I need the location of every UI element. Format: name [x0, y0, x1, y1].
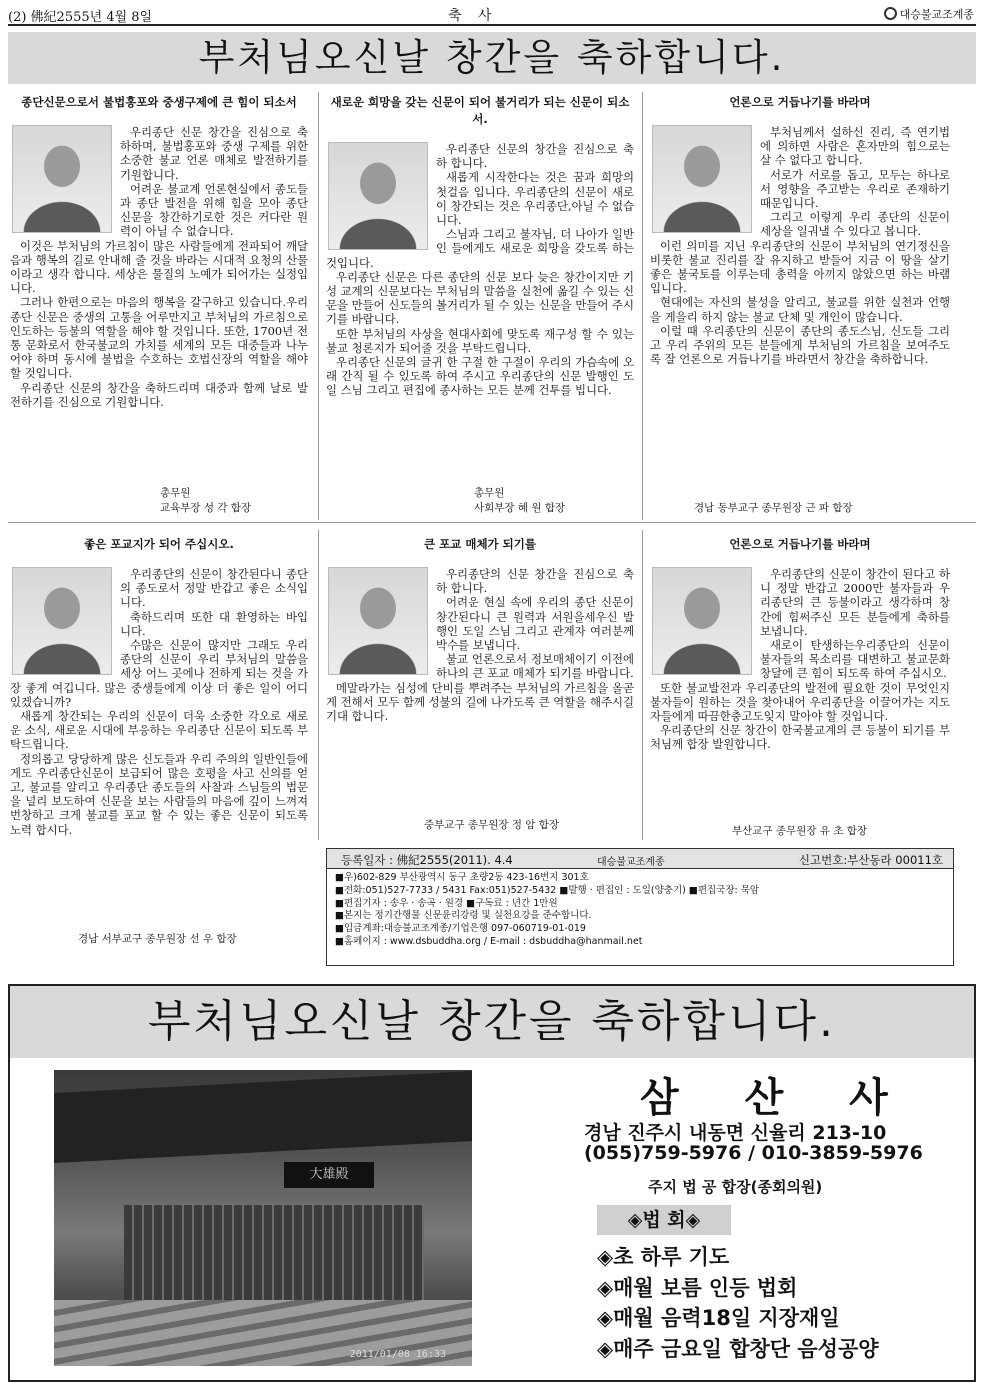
article-paragraph: 새로이 탄생하는우리종단의 신문이 불자들의 목소리를 대변하고 불교문화 창달에 큰 힘이 되도록 하여 주십시오. — [760, 638, 950, 681]
temple-name: 삼 산 사 — [640, 1075, 914, 1121]
registration-date: 등록일자 : 佛紀2555(2011). 4.4 — [341, 853, 513, 867]
article-title: 언론으로 거듭나기를 바라며 — [729, 537, 871, 551]
article-signature — [78, 932, 237, 947]
publisher-name: 대승불교조계종 — [899, 8, 974, 21]
article-title: 새로운 희망을 갖는 신문이 되어 불거리가 되는 신문이 되소서. — [330, 95, 630, 126]
column-divider — [318, 92, 319, 520]
article-title: 종단신문으로서 불법홍포와 중생구제에 큰 힘이 되소서 — [21, 95, 297, 109]
article-paragraph: 우리종단의 신문 창간이 한국불교계의 큰 등불이 되기를 부처님께 합장 발원합니다. — [650, 723, 950, 752]
registration-number: 신고번호:부산동라 00011호 — [798, 853, 943, 867]
signature-org: 총무원 — [474, 487, 505, 499]
article-6 — [650, 536, 950, 820]
temple-head-monk: 주지 법 공 합장(종회의원) — [648, 1178, 823, 1196]
signature-name: 경남 동부교구 종무원장 근 파 합장 — [694, 502, 853, 514]
registration-line: ■편집기자 : 송우 · 송곡 · 원경 ■구독료 : 년간 1만원 — [335, 897, 558, 909]
article-title: 언론으로 거듭나기를 바라며 — [729, 95, 871, 109]
issue-date: (2) 佛紀2555년 4월 8일 — [8, 10, 153, 25]
article-paragraph: 수많은 신문이 많지만 그래도 우리 종단의 신문이 우리 부처님의 말씀을 세상 어느 곳에나 전하게 되는 것을 가장 좋게 여깁니다. 많은 중생들에게 이상 더 좋은 일이 어디 있겠습니까? — [10, 638, 308, 709]
article-paragraph: 우리종단 신문의 창간을 진심으로 축하 합니다. — [436, 142, 634, 171]
top-banner: 부처님오신날 창간을 축하합니다. — [8, 32, 976, 84]
dharma-wheel-icon — [884, 7, 897, 20]
article-paragraph: 새롭게 창간되는 우리의 신문이 더욱 소중한 각오로 새로운 소식, 새로운 시대에 부응하는 우리종단 신문이 되도록 부탁드립니다. — [10, 709, 308, 752]
article-5 — [326, 536, 634, 812]
registration-line: ■홈페이지 : www.dsbuddha.org / E-mail : dsbuddha@hanmail.net — [335, 935, 643, 947]
article-3 — [650, 94, 950, 494]
article-1 — [10, 94, 308, 486]
section-title: 축 사 — [448, 8, 498, 24]
monk-portrait-photo — [12, 567, 112, 675]
publisher-logo — [884, 6, 974, 22]
monk-portrait-photo — [328, 142, 428, 250]
registration-header — [327, 849, 953, 869]
registration-line: ■입금계좌:대승불교조계종/기업은행 097-060719-01-019 — [335, 923, 586, 935]
dharma-service-item: ◈매주 금요일 합창단 음성공양 — [597, 1336, 879, 1361]
column-divider — [642, 92, 643, 520]
article-paragraph: 우리종단의 신문이 창간이 된다고 하니 정말 반갑고 2000만 불자들과 우리종단의 큰 등불이라고 생각하며 창간에 힘써주신 모든 분들에게 축하를 보냅니다. — [760, 567, 950, 638]
article-paragraph: 우리종단 신문의 글귀 한 구절 한 구절이 우리의 가슴속에 오래 간직 될 수 있도록 하여 주시고 우리종단의 신문 발행인 도일 스님 그리고 편집에 종사하는 모든 분께 건투를 빕니다. — [326, 355, 634, 398]
registration-line: ■전화:051)527-7733 / 5431 Fax:051)527-5432 ■발행 · 편집인 : 도일(양충기) ■편집국장: 묵암 — [335, 884, 760, 896]
article-paragraph: 스님과 그리고 불자님, 더 나아가 일반인 들에게도 새로운 희망을 갖도록 하는 것입니다. — [326, 227, 634, 270]
article-paragraph: 우리종단 신문 창간을 진심으로 축하하며, 불법홍포와 중생 구제를 위한 소중한 불교 언론 매체로 발전하기를 기원합니다. — [120, 125, 308, 182]
article-signature — [424, 818, 559, 833]
article-paragraph: 어려운 현실 속에 우리의 종단 신문이 창간된다니 큰 원력과 서원을세우신 발행인 도일 스님 그리고 관계자 여러분께 박수를 보냅니다. — [436, 595, 634, 653]
temple-doors — [124, 1205, 424, 1300]
photo-timestamp: 2011/01/08 16:33 — [349, 1349, 446, 1360]
article-paragraph: 서로가 서로를 돕고, 모두는 하나로서 영향을 주고받는 우리로 존재하기 때문입니다. — [760, 167, 950, 211]
monk-portrait-photo — [652, 125, 752, 233]
article-paragraph: 축하드리며 또한 대 환영하는 바입니다. — [120, 609, 308, 638]
article-paragraph: 메말라가는 심성에 단비를 뿌려주는 부처님의 가르침을 올곧게 전해서 모두 함께 성불의 길에 나가도록 큰 역할을 해주시길 기대 합니다. — [326, 680, 634, 724]
dharma-service-item: ◈매월 음력18일 지장재일 — [597, 1306, 840, 1330]
article-paragraph: 새롭게 시작한다는 것은 꿈과 희망의 첫걸음 입니다. 우리종단의 신문이 새로이 창간되는 것은 우리종단,아닐 수 없습니다. — [436, 170, 634, 228]
row-divider — [8, 522, 976, 523]
column-divider — [642, 530, 643, 840]
article-paragraph: 우리종단 신문의 창간을 축하드리며 대중과 함께 날로 발전하기를 진심으로 기원합니다. — [10, 380, 308, 409]
article-paragraph: 어려운 불교계 언론현실에서 종도들과 종단 발전을 위해 힘을 모아 종단 신문을 창간하기로한 것은 커다란 원력이 아닐 수 없습니다. — [120, 181, 308, 239]
monk-portrait-photo — [328, 567, 428, 675]
column-divider — [318, 530, 319, 840]
article-paragraph: 불교 언론으로서 정보매체이기 이전에 하나의 큰 포교 매체가 되기를 바랍니다. — [436, 652, 634, 681]
article-signature — [694, 501, 853, 516]
temple-sign: 大雄殿 — [284, 1162, 374, 1188]
registration-logo: 대승불교조계종 — [597, 857, 665, 868]
dharma-service-item: ◈초 하루 기도 — [597, 1245, 730, 1269]
monk-portrait-photo — [652, 567, 752, 675]
signature-name: 부산교구 종무원장 유 초 합장 — [732, 825, 868, 837]
article-2 — [326, 94, 634, 486]
article-paragraph: 그러나 한편으로는 마음의 행복을 갈구하고 있습니다.우리종단 신문은 중생의 고통을 어루만지고 부처님의 가르침으로 인도하는 등불의 역할을 해야 할 것입니다. 또한, 1700년 전통 문화로서 한국불교의 가치를 세계의 모든 대중들과 나누어야 하며 동시에 불법을 수호하는 호법신장의 역할을 해야 할 것입니다. — [10, 295, 308, 381]
temple-phone: (055)759-5976 / 010-3859-5976 — [584, 1142, 923, 1164]
article-signature — [160, 486, 251, 516]
article-paragraph: 우리종단의 신문이 창간된다니 종단의 종도로서 정말 반갑고 좋은 소식입니다. — [120, 567, 308, 610]
registration-details — [327, 869, 953, 952]
article-paragraph: 이것은 부처님의 가르침이 많은 사람들에게 전파되어 깨달음과 행복의 길로 안내해 줄 것을 바라는 시대적 요청의 산물이라고 생각 합니다. 세상은 물질의 노예가 되어가는 실정입니다. — [10, 238, 308, 296]
registration-box — [326, 848, 954, 966]
article-4 — [10, 536, 308, 928]
temple-roof — [54, 1070, 472, 1164]
page-header — [8, 4, 976, 26]
article-title: 좋은 포교지가 되어 주십시오. — [84, 537, 234, 551]
article-signature — [474, 486, 565, 516]
article-paragraph: 정의롭고 당당하게 많은 신도들과 우리 주의의 일반인들에게도 우리종단신문이 보급되어 많은 호평을 사고 신의를 얻고, 불교를 알리고 우리종단 종도들의 사찰과 스님들의 법문을 널리 보도하여 신문을 보는 사람들의 마음에 깊이 느껴져 번창하고 크게 불교를 포교 할 수 있는 좋은 신문이 되도록 노력 합시다. — [10, 751, 308, 837]
dharma-service-label: ◈법 회◈ — [597, 1205, 731, 1235]
article-paragraph: 이런 의미를 지닌 우리종단의 신문이 부처님의 연기정신을 비롯한 불교 진리를 잘 유지하고 받들어 지금 이 땅을 살기 좋은 불국토를 이루는데 총력을 아끼지 않았으면 하는 바램입니다. — [650, 238, 950, 296]
article-paragraph: 이럴 때 우리종단의 신문이 종단의 종도스님, 신도들 그리고 우리 주위의 모든 분들에게 부처님의 가르침을 보여주도록 잘 언론으로 거듭나기를 바라면서 창간을 축하합니다. — [650, 323, 950, 367]
article-title: 큰 포교 매체가 되기를 — [424, 537, 536, 551]
registration-line: ■본지는 정기간행물 신문윤리강령 및 실천요강을 준수합니다. — [335, 910, 592, 922]
article-paragraph: 그리고 이렇게 우리 종단의 신문이 세상을 일궈낼 수 있다고 봅니다. — [760, 210, 950, 239]
article-paragraph: 현대에는 자신의 불성을 알리고, 불교를 위한 실천과 언행을 게을리 하지 않는 불교 단체 및 개인이 많습니다. — [650, 295, 950, 324]
temple-photo — [54, 1070, 472, 1366]
dharma-service-item: ◈매월 보름 인등 법회 — [597, 1275, 798, 1300]
article-signature — [732, 824, 867, 839]
signature-name: 교육부장 성 각 합장 — [160, 502, 252, 514]
temple-address: 경남 진주시 내동면 신율리 213-10 — [584, 1122, 887, 1144]
article-paragraph: 또한 부처님의 사상을 현대사회에 맞도록 재구성 할 수 있는 불교 청론지가 되어줄 것을 부탁드립니다. — [326, 326, 634, 355]
signature-name: 사회부장 혜 원 합장 — [474, 502, 566, 514]
ad-banner: 부처님오신날 창간을 축하합니다. — [10, 986, 974, 1058]
dharma-service-list — [597, 1242, 879, 1364]
article-paragraph: 부처님께서 설하신 진리, 즉 연기법에 의하면 사람은 혼자만의 힘으로는 살 수 없다고 합니다. — [760, 125, 950, 168]
article-paragraph: 우리종단 신문은 다른 종단의 신문 보다 늦은 창간이지만 기성 교계의 신문보다는 부처님의 말씀을 실천에 옮길 수 있는 신문을 만들어 신도들의 볼거리가 될 수 있는 신문을 만들어 주시기를 바랍니다. — [326, 269, 634, 327]
signature-name: 경남 서부교구 종무원장 선 우 합장 — [78, 933, 237, 945]
registration-line: ■우)602-829 부산광역시 동구 초량2동 423-16번지 301호 — [335, 872, 589, 883]
signature-org: 총무원 — [160, 487, 191, 499]
monk-portrait-photo — [12, 125, 112, 233]
signature-name: 중부교구 종무원장 정 암 합장 — [424, 819, 560, 831]
article-paragraph: 우리종단의 신문 창간을 진심으로 축하 합니다. — [436, 567, 634, 596]
article-paragraph: 또한 불교발전과 우리종단의 발전에 필요한 것이 무엇인지 불자들이 원하는 것을 찾아내어 우리종단을 이끌어가는 지도자들에게 따끔한충고도잊지 말아야 할 것입니다. — [650, 680, 950, 724]
